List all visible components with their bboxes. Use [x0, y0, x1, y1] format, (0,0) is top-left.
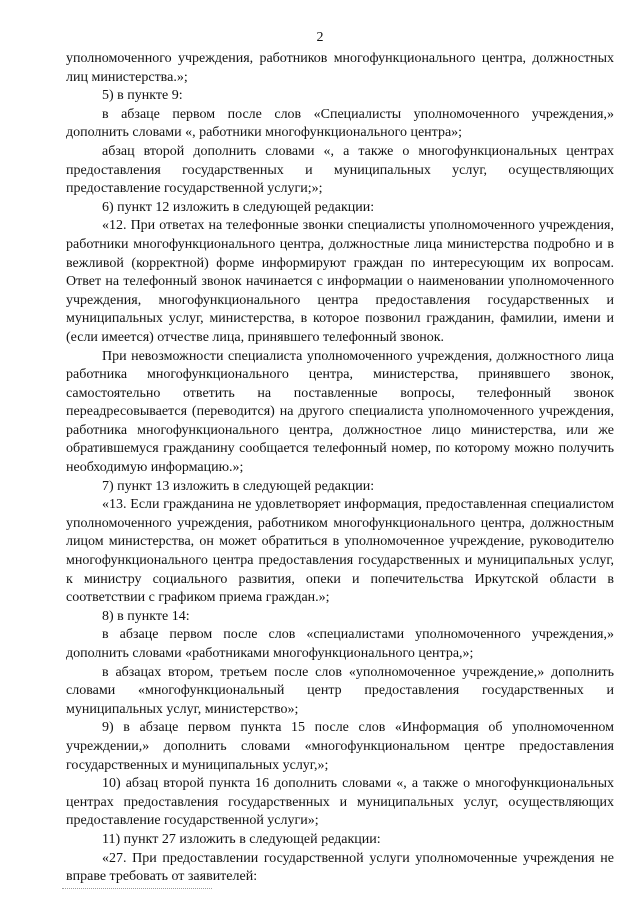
paragraph-item-11: 11) пункт 27 изложить в следующей редакции: — [102, 831, 381, 847]
paragraph: в абзаце первом после слов «Специалисты уполномоченного учреждения,» дополнить словами «, работники многофункционального центра»; — [66, 106, 614, 141]
page-number: 2 — [316, 30, 324, 45]
paragraph-item-6: 6) пункт 12 изложить в следующей редакции: — [102, 199, 375, 215]
paragraph: «13. Если гражданина не удовлетворяет информация, предоставленная специалистом уполномоченного учреждения, работником многофункционального центра, должностным лицом министерства, он может обратиться в уполномоченное учреждение, руководителю многофункционального центра предоставления государственных и муниципальных услуг, к министру социального развития, опеки и попечительства Иркутской области в соответствии с графиком приема граждан.»; — [66, 497, 614, 606]
paragraph: «12. При ответах на телефонные звонки специалисты уполномоченного учреждения, работники многофункционального центра, должностные лица министерства подробно и в вежливой (корректной) форме информируют граждан по интересующим их вопросам. Ответ на телефонный звонок начинается с информации о наименовании уполномоченного учреждения, многофункционального центра предоставления государственных и муниципальных услуг, министерства, в которое позвонил гражданин, фамилии, имени и (если имеется) отчестве лица, принявшего телефонный звонок. — [66, 218, 614, 345]
paragraph: При невозможности специалиста уполномоченного учреждения, должностного лица работника многофункционального центра, министерства, принявшего звонок, самостоятельно ответить на поставленные вопросы, телефонный звонок переадресовывается (переводится) на другого специалиста уполномоченного учреждения, работника многофункционального центра, должностное лицо министерства, или же обратившемуся гражданину сообщается телефонный номер, по которому можно получить необходимую информацию.»; — [66, 348, 614, 476]
paragraph: в абзаце первом после слов «специалистами уполномоченного учреждения,» дополнить словами «работниками многофункционального центра,»; — [66, 627, 614, 661]
paragraph-item-7: 7) пункт 13 изложить в следующей редакции: — [102, 478, 375, 494]
footer-divider — [62, 888, 212, 889]
paragraph: в абзацах втором, третьем после слов «уполномоченное учреждение,» дополнить словами «многофункциональный центр предоставления государственных и муниципальных услуг, министерство»; — [66, 664, 614, 717]
document-body — [66, 50, 614, 887]
paragraph: абзац второй дополнить словами «, а также о многофункциональных центрах предоставления государственных и муниципальных услуг, осуществляющих предоставление государственной услуги;»; — [66, 143, 614, 197]
paragraph-continuation: уполномоченного учреждения, работников многофункционального центра, должностных лиц министерства.»; — [66, 51, 614, 85]
paragraph-item-8: 8) в пункте 14: — [102, 608, 190, 624]
paragraph: «27. При предоставлении государственной услуги уполномоченные учреждения не вправе требовать от заявителей: — [66, 850, 614, 885]
paragraph-item-9: 9) в абзаце первом пункта 15 после слов «Информация об уполномоченном учреждении,» дополнить словами «многофункциональном центре предоставления государственных и муниципальных услуг,»; — [66, 720, 614, 773]
paragraph-item-5: 5) в пункте 9: — [102, 88, 183, 104]
paragraph-item-10: 10) абзац второй пункта 16 дополнить словами «, а также о многофункциональных центрах предоставления государственных и муниципальных услуг, осуществляющих предоставление государственной услуги»; — [66, 776, 614, 829]
